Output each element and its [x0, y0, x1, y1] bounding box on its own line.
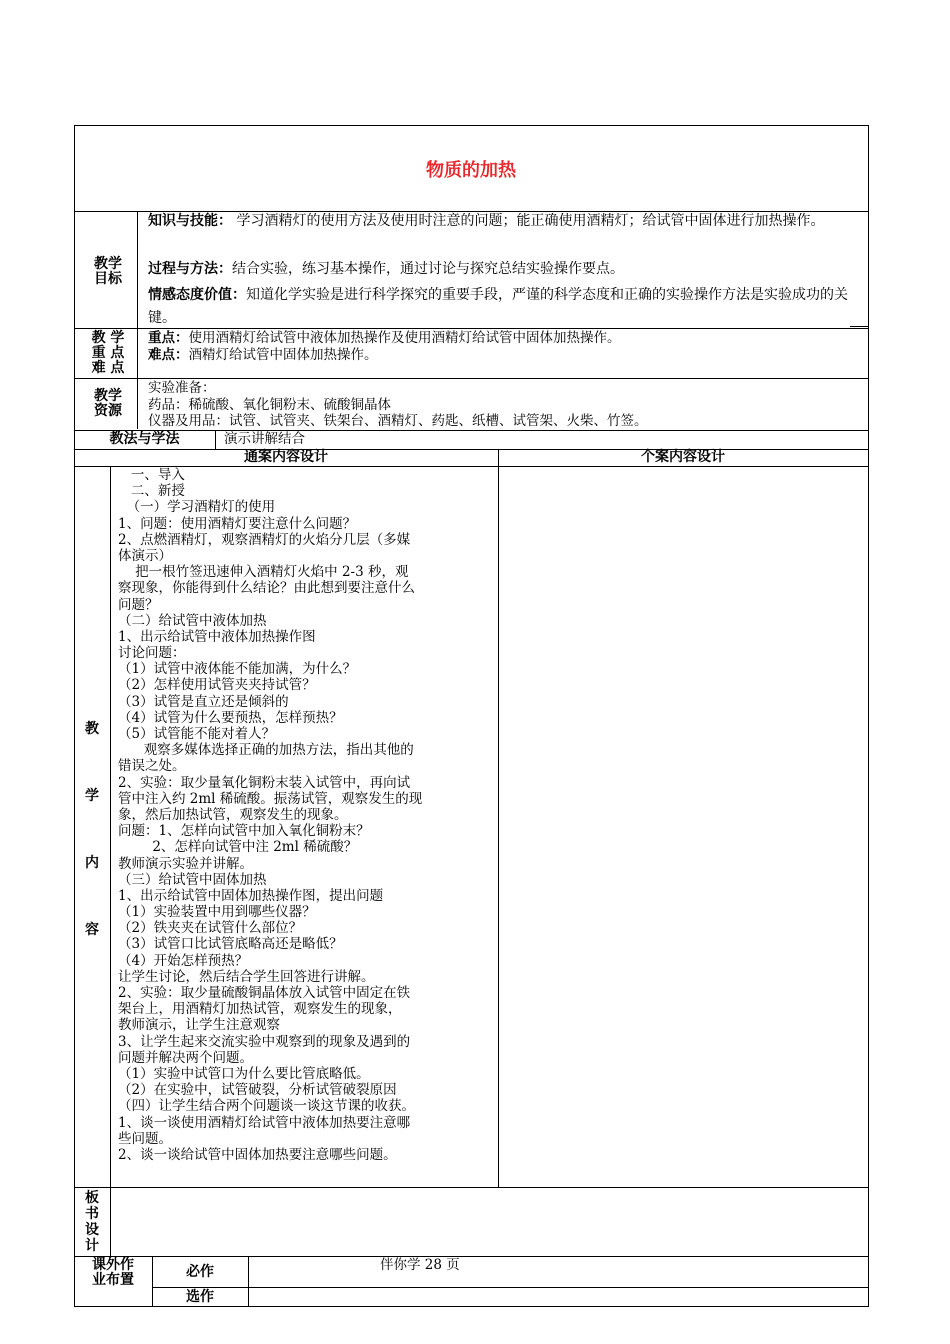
objective-knowledge: 知识与技能： 学习酒精灯的使用方法及使用时注意的问题；能正确使用酒精灯；给试管中固体进行加热操作。	[148, 213, 825, 229]
content-line: （5）试管能不能对着人？	[118, 726, 276, 742]
content-line: 2、怎样向试管中注 2ml 稀硫酸？	[118, 839, 358, 856]
board-label: 板 书 设 计	[85, 1190, 99, 1254]
content-line: 问题：1、怎样向试管中加入氧化铜粉末？	[118, 823, 370, 840]
keypoints-label: 教 学 重 点 难 点	[91, 330, 125, 376]
resources-line-2: 药品：稀硫酸、氧化铜粉末、硫酸铜晶体	[148, 397, 391, 413]
content-line: 二、新授	[118, 483, 185, 500]
content-line: 让学生讨论，然后结合学生回答进行讲解。	[118, 968, 375, 985]
homework-page-note: 伴你学 28 页	[380, 1257, 460, 1273]
content-line: （四）让学生结合两个问题谈一谈这节课的收获。	[118, 1098, 415, 1115]
content-line: （1）试管中液体能不能加满，为什么？	[118, 661, 357, 678]
content-line: 把一根竹签迅速伸入酒精灯火焰中 2-3 秒，观	[118, 564, 409, 581]
content-line: 错误之处。	[118, 758, 186, 775]
homework-required-label: 必作	[186, 1264, 214, 1280]
method-label: 教法与学法	[109, 431, 180, 447]
content-line: （3）试管口比试管底略高还是略低？	[118, 936, 343, 953]
content-line: 教师演示实验并讲解。	[118, 855, 253, 872]
objective-process: 过程与方法：结合实验，练习基本操作，通过讨论与探究总结实验操作要点。	[148, 261, 624, 277]
key-point: 重点：使用酒精灯给试管中液体加热操作及使用酒精灯给试管中固体加热操作。	[148, 330, 621, 346]
content-line: 体演示）	[118, 547, 172, 564]
content-label-1: 教	[85, 721, 99, 737]
content-line: （1）实验装置中用到哪些仪器？	[118, 904, 316, 921]
content-label-3: 内	[85, 855, 99, 871]
content-line: 3、让学生起来交流实验中观察到的现象及遇到的	[118, 1033, 411, 1050]
content-line: 1、问题：使用酒精灯要注意什么问题？	[118, 515, 357, 532]
content-line: 架台上，用酒精灯加热试管，观察发生的现象，	[118, 1001, 402, 1018]
content-line: 1、出示给试管中液体加热操作图	[118, 628, 316, 645]
content-line: （4）开始怎样预热？	[118, 952, 249, 969]
content-line: 问题？	[118, 596, 159, 613]
content-line: （三）给试管中固体加热	[118, 871, 267, 888]
resources-label: 教学 资源	[94, 388, 122, 419]
content-line: （二）给试管中液体加热	[118, 612, 267, 629]
difficult-point: 难点：酒精灯给试管中固体加热操作。	[148, 347, 378, 363]
content-line: （3）试管是直立还是倾斜的	[118, 693, 289, 710]
content-line: （1）实验中试管口为什么要比管底略低。	[118, 1065, 370, 1082]
content-line: （2）怎样使用试管夹夹持试管？	[118, 677, 316, 694]
page-title: 物质的加热	[426, 160, 516, 181]
resources-line-1: 实验准备：	[148, 380, 216, 396]
content-line: 管中注入约 2ml 稀硫酸。振荡试管，观察发生的现	[118, 790, 423, 807]
content-line: 象，然后加热试管，观察发生的现象。	[118, 806, 348, 823]
content-line: 讨论问题：	[118, 645, 186, 662]
content-line: 2、实验：取少量硫酸铜晶体放入试管中固定在铁	[118, 985, 411, 1001]
header-individual-design: 个案内容设计	[641, 449, 725, 465]
common-content	[118, 467, 496, 1163]
content-line: （4）试管为什么要预热，怎样预热？	[118, 709, 343, 726]
content-line: 察现象，你能得到什么结论？由此想到要注意什么	[118, 580, 415, 597]
content-line: 些问题。	[118, 1130, 172, 1147]
header-common-design: 通案内容设计	[244, 449, 328, 465]
resources-line-3: 仪器及用品：试管、试管夹、铁架台、酒精灯、药匙、纸槽、试管架、火柴、竹签。	[148, 413, 648, 429]
method-value: 演示讲解结合	[224, 431, 305, 447]
content-line: 2、实验：取少量氧化铜粉末装入试管中，再向试	[118, 774, 411, 791]
content-line: 教师演示，让学生注意观察	[118, 1017, 280, 1034]
homework-label: 课外作 业布置	[92, 1257, 134, 1288]
objective-emotion: 情感态度价值：知道化学实验是进行科学探究的重要手段，严谨的科学态度和正确的实验操作方法是实验成功的关键。	[148, 287, 848, 326]
content-line: （2）在实验中，试管破裂，分析试管破裂原因	[118, 1082, 397, 1099]
content-label-4: 容	[85, 922, 99, 938]
content-line: 2、点燃酒精灯，观察酒精灯的火焰分几层（多媒	[118, 531, 411, 548]
content-line: 一、导入	[118, 467, 185, 483]
content-line: 观察多媒体选择正确的加热方法，指出其他的	[118, 742, 414, 759]
content-line: （一）学习酒精灯的使用	[118, 499, 276, 516]
content-line: 2、谈一谈给试管中固体加热要注意哪些问题。	[118, 1146, 397, 1163]
content-line: 问题并解决两个问题。	[118, 1049, 253, 1066]
content-line: （2）铁夹夹在试管什么部位？	[118, 920, 303, 937]
homework-optional-label: 选作	[186, 1289, 214, 1305]
objectives-label: 教学目标	[94, 256, 122, 287]
content-line: 1、出示给试管中固体加热操作图，提出问题	[118, 887, 384, 904]
content-line: 1、谈一谈使用酒精灯给试管中液体加热要注意哪	[118, 1114, 411, 1131]
content-label-2: 学	[85, 788, 99, 804]
